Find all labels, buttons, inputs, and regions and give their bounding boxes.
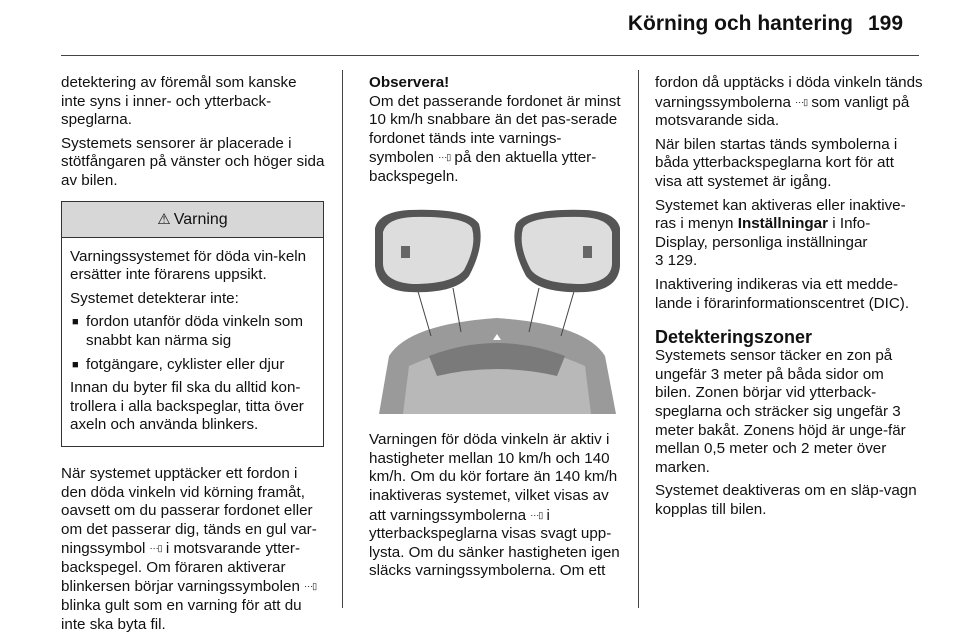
paragraph-zones: Systemets sensor täcker en zon på ungefär 3 meter på båda sidor om bilen. Zonen börjar vid ytterback-speglarna och sträcker sig ungefär 3 meter bakåt. Zonens höjd är unge-fär mellan 0,5 meter och 2 meter över marken. — [655, 347, 906, 476]
warning-paragraph-1: Varningssystemet för döda vin-keln ersätter inte förarens uppsikt. — [70, 247, 307, 284]
blind-spot-warning-icon: ⋯▯ — [149, 543, 162, 554]
section-title: Detekteringszoner — [655, 327, 813, 348]
text-segment: fordon då upptäcks i döda vinkeln tänds varningssymbolerna — [655, 74, 923, 111]
blind-spot-warning-icon: ⋯▯ — [530, 509, 543, 520]
note-text — [369, 93, 624, 187]
warning-bullet — [70, 313, 315, 350]
paragraph-intro-1: detektering av föremål som kanske inte syns i inner- och ytterback-speglarna. — [61, 74, 297, 129]
text-segment: i motsvarande ytter-backspegel. Om föraren aktiverar blinkersen börjar varningssymbolen — [61, 540, 301, 596]
text-segment: När systemet upptäcker ett fordon i den döda vinkeln vid körning framåt, oavsett om du passerar fordonet eller om det passerar dig, tänds en gul var-ningssymbol — [61, 464, 317, 558]
mirror-illustration — [369, 206, 626, 414]
square-bullet-icon: ■ — [72, 316, 79, 329]
blind-spot-warning-icon: ⋯▯ — [795, 96, 808, 107]
warning-bullet — [70, 356, 315, 375]
warning-header — [62, 202, 323, 238]
paragraph-settings — [655, 197, 923, 271]
column-2 — [369, 74, 624, 586]
warning-bullet-text: fordon utanför döda vinkeln som snabbt kan närma sig — [86, 313, 303, 349]
paragraph-startup: När bilen startas tänds symbolerna i båda ytterbackspeglarna kort för att visa att systemet är igång. — [655, 135, 898, 190]
column-divider-left — [342, 70, 343, 608]
paragraph-intro-2: Systemets sensorer är placerade i stötfångaren på vänster och höger sida av bilen. — [61, 134, 325, 189]
warning-paragraph-2: Systemet detekterar inte: — [70, 289, 239, 307]
warning-box — [61, 201, 324, 447]
column-3 — [655, 74, 923, 524]
paragraph-detect-again — [655, 74, 923, 131]
square-bullet-icon: ■ — [72, 358, 79, 371]
warning-paragraph-3: Innan du byter fil ska du alltid kon-trollera i alla backspeglar, titta över axeln och använda blinkers. — [70, 379, 304, 434]
text-segment: Systemet kan aktiveras eller inaktive-ras i menyn — [655, 196, 906, 233]
blind-spot-warning-icon: ⋯▯ — [304, 581, 317, 592]
paragraph-trailer: Systemet deaktiveras om en släp-vagn kopplas till bilen. — [655, 482, 917, 518]
paragraph-speed-range — [369, 431, 624, 581]
blind-spot-warning-icon: ⋯▯ — [438, 152, 451, 163]
text-segment: på den aktuella ytter-backspegeln. — [369, 149, 597, 185]
paragraph-detection — [61, 465, 325, 634]
warning-title: Varning — [173, 210, 228, 228]
column-1 — [61, 74, 325, 639]
warning-bullet-text: fotgängare, cyklister eller djur — [86, 355, 285, 373]
warning-triangle-icon: ⚠ — [157, 210, 171, 228]
text-segment: Varningen för döda vinkeln är aktiv i hastigheter mellan 10 km/h och 140 km/h. Om du kör fortare än 140 km/h inaktiveras systemet, vilket visas av att varningssymbolerna — [369, 431, 618, 524]
page-number: 199 — [868, 12, 904, 35]
paragraph-deactivation-message: Inaktivering indikeras via ett medde-lande i förarinformationscentret (DIC). — [655, 275, 910, 312]
page-header-title: Körning och hantering — [627, 12, 853, 35]
warning-body — [62, 238, 323, 446]
column-divider-right — [638, 70, 639, 608]
text-segment: blinka gult som en varning för att du inte ska byta fil. — [61, 597, 302, 633]
header-divider — [61, 55, 919, 56]
text-segment: Om det passerande fordonet är minst 10 km/h snabbare än det pas-serade fordonet tänds inte varnings-symbolen — [369, 92, 621, 167]
page-reference: 3 129. — [655, 252, 698, 270]
text-segment: i Info-Display, personliga inställningar — [655, 215, 871, 251]
note-title: Observera! — [369, 74, 450, 91]
text-segment: som vanligt på motsvarande sida. — [655, 93, 910, 130]
menu-name: Inställningar — [737, 215, 829, 233]
text-segment: i ytterbackspeglarna visas svagt upp-lysta. Om du sänker hastigheten igen släcks varningssymbolerna. Om ett — [369, 506, 620, 580]
